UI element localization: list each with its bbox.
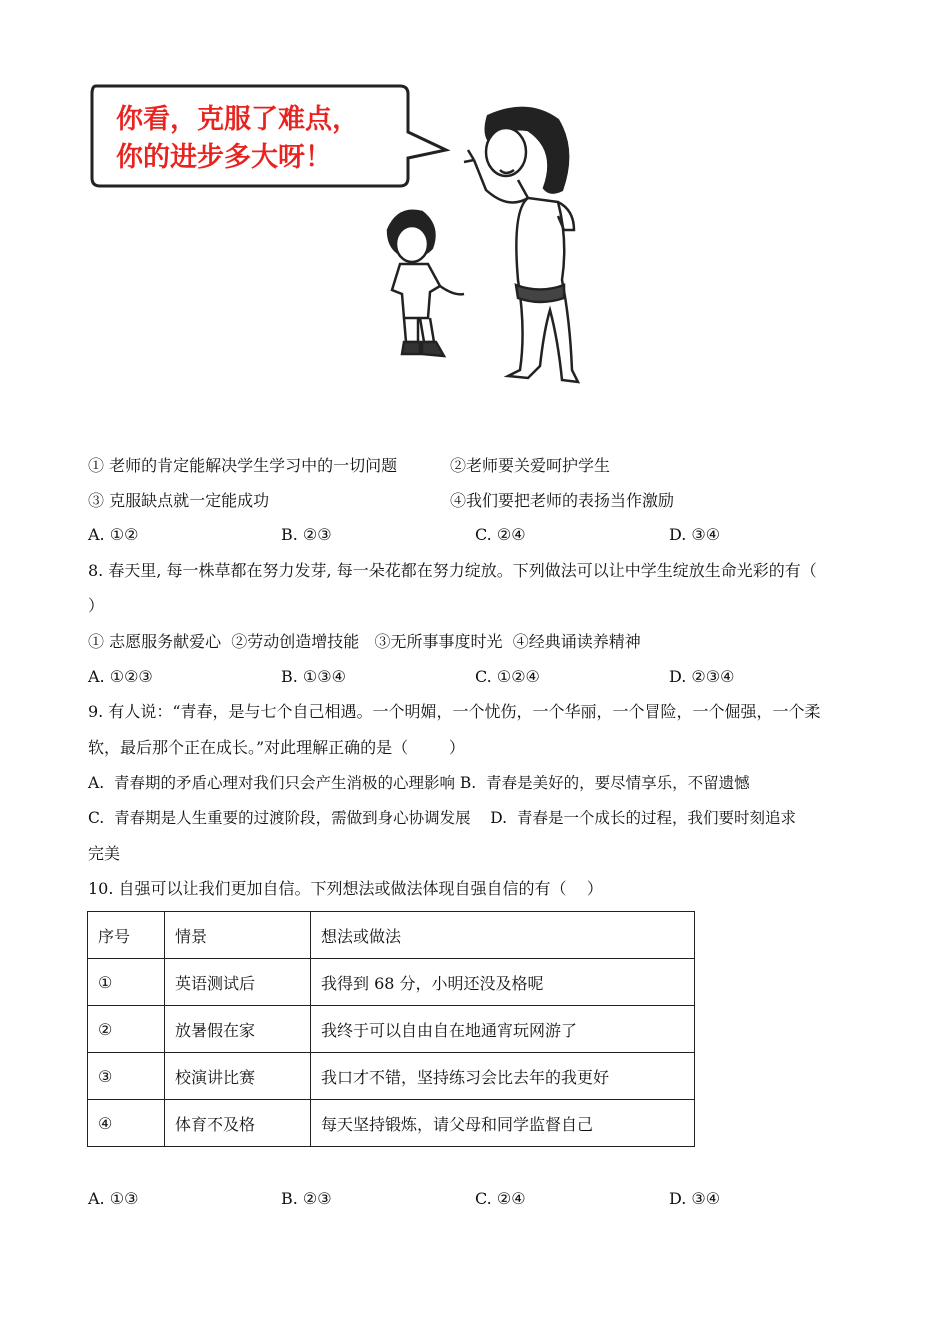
table-row [88, 1100, 695, 1147]
q10-scenario-table [87, 911, 695, 1147]
q7-statement-1: ① 老师的肯定能解决学生学习中的一切问题 [88, 456, 398, 475]
q7-statement-4: ④我们要把老师的表扬当作激励 [450, 491, 675, 510]
q8-stem-line2: ） [88, 596, 105, 615]
q7-option-d[interactable]: D. ③④ [669, 525, 721, 544]
table-header-cell: 情景 [165, 912, 311, 959]
child-figure [388, 211, 464, 356]
q10-option-c[interactable]: C. ②④ [475, 1189, 526, 1208]
table-cell: 放暑假在家 [165, 1006, 311, 1053]
q9-option-line1[interactable]: A. 青春期的矛盾心理对我们只会产生消极的心理影响 B. 青春是美好的，要尽情享乐，不留遗憾 [88, 774, 750, 792]
table-cell: ④ [88, 1100, 165, 1147]
table-cell: 英语测试后 [165, 959, 311, 1006]
table-cell: 每天坚持锻炼，请父母和同学监督自己 [311, 1100, 695, 1147]
table-cell: 我口才不错，坚持练习会比去年的我更好 [311, 1053, 695, 1100]
q7-option-c[interactable]: C. ②④ [475, 525, 526, 544]
q8-stem-line1: 8. 春天里, 每一株草都在努力发芽, 每一朵花都在努力绽放。下列做法可以让中学生绽放生命光彩的有（ [88, 561, 817, 580]
table-cell: 体育不及格 [165, 1100, 311, 1147]
q7-statement-2: ②老师要关爱呵护学生 [450, 456, 611, 475]
q9-stem-line1: 9. 有人说：“青春，是与七个自己相遇。一个明媚，一个忧伤，一个华丽，一个冒险，一个倔强，一个柔 [88, 702, 821, 721]
table-header-row [88, 912, 695, 959]
table-header-cell: 想法或做法 [311, 912, 695, 959]
q8-option-d[interactable]: D. ②③④ [669, 667, 735, 686]
q7-option-b[interactable]: B. ②③ [281, 525, 332, 544]
table-cell: ② [88, 1006, 165, 1053]
q8-option-b[interactable]: B. ①③④ [281, 667, 346, 686]
table-row [88, 1053, 695, 1100]
q10-stem: 10. 自强可以让我们更加自信。下列想法或做法体现自强自信的有（ ） [88, 879, 603, 898]
table-row [88, 959, 695, 1006]
q9-option-line2[interactable]: C. 青春期是人生重要的过渡阶段，需做到身心协调发展 D. 青春是一个成长的过程，我们要时刻追求 [88, 809, 796, 827]
table-cell: 校演讲比赛 [165, 1053, 311, 1100]
table-cell: 我终于可以自由自在地通宵玩网游了 [311, 1006, 695, 1053]
q9-stem-line2: 软，最后那个正在成长。”对此理解正确的是（ ） [88, 738, 465, 757]
q8-option-a[interactable]: A. ①②③ [88, 667, 153, 686]
q7-option-a[interactable]: A. ①② [88, 525, 139, 544]
q7-statement-3: ③ 克服缺点就一定能成功 [88, 491, 270, 510]
teacher-praise-illustration [88, 80, 588, 390]
q10-option-a[interactable]: A. ①③ [88, 1189, 139, 1208]
q10-option-b[interactable]: B. ②③ [281, 1189, 332, 1208]
q10-option-d[interactable]: D. ③④ [669, 1189, 721, 1208]
table-cell: 我得到 68 分，小明还没及格呢 [311, 959, 695, 1006]
speech-text-line2: 你的进步多大呀！ [116, 142, 332, 173]
table-cell: ① [88, 959, 165, 1006]
q8-statements: ① 志愿服务献爱心 ②劳动创造增技能 ③无所事事度时光 ④经典诵读养精神 [88, 632, 641, 651]
q9-option-line3: 完美 [88, 844, 121, 863]
table-row [88, 1006, 695, 1053]
table-cell: ③ [88, 1053, 165, 1100]
q8-option-c[interactable]: C. ①②④ [475, 667, 540, 686]
teacher-figure [464, 108, 578, 382]
table-header-cell: 序号 [88, 912, 165, 959]
illustration-drawing [88, 80, 588, 390]
speech-text-line1: 你看，克服了难点， [116, 104, 359, 135]
